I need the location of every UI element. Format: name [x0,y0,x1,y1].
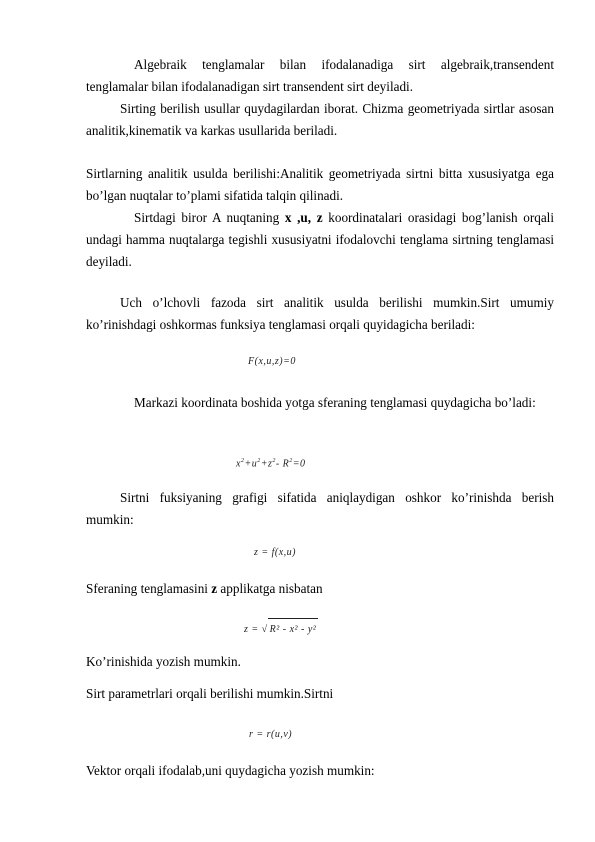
paragraph-surface-methods: Sirting berilish usullar quydagilardan iborat. Chizma geometriyada sirtlar asosan analitik,kinematik va karkas usullarida beriladi. [86,101,554,138]
paragraph-analytic-definition: Sirtlarning analitik usulda berilishi:Analitik geometriyada sirtni bitta xususiyatga ega bo’lgan nuqtalar to’plami sifatida talqin qilinadi. [86,166,554,203]
equation-sphere-z: z = √ R² - x² - y² [244,618,318,641]
paragraph-sphere-z: Sferaning tenglamasini z applikatga nisbatan [86,581,323,596]
paragraph-sphere-equation: Markazi koordinata boshida yotga sferaning tenglamasi quydagicha bo’ladi: [134,395,536,410]
equation-parametric: r = r(u,ν) [249,729,293,740]
paragraph-explicit-form: Sirtni fuksiyaning grafigi sifatida aniqlaydigan oshkor ko’rinishda berish mumkin: [86,490,554,527]
paragraph-vector-form: Vektor orqali ifodalab,uni quydagicha yozish mumkin: [86,763,375,778]
coordinate-names: x ,u, z [284,210,323,225]
paragraph-implicit-function: Uch o’lchovli fazoda sirt analitik usulda berilishi mumkin.Sirt umumiy ko’rinishdagi oshkormas funksiya tenglamasi orqali quyidagicha beriladi: [86,295,554,332]
paragraph-surface-equation: Sirtdagi biror A nuqtaning x ,u, z koordinatalari orasidagi bog’lanish orqali undagi hamma nuqtalarga tegishli xususiyatni ifodalovchi tenglama sirtning tenglamasi deyiladi. [86,210,554,269]
paragraph-algebraic-surfaces: Algebraik tenglamalar bilan ifodalanadiga sirt algebraik,transendent tenglamalar bilan ifodalanadigan sirt transendent sirt deyiladi. [86,57,554,94]
paragraph-written-form: Ko’rinishida yozish mumkin. [86,654,241,669]
equation-sphere: $x^2+u^2+z^2-$ $R^2=0$ [236,458,306,470]
paragraph-parametric: Sirt parametrlari orqali berilishi mumkin.Sirtni [86,686,334,701]
equation-implicit: F(x,u,z)=0 [248,356,296,367]
equation-explicit: z = f(x,u) [254,547,297,558]
